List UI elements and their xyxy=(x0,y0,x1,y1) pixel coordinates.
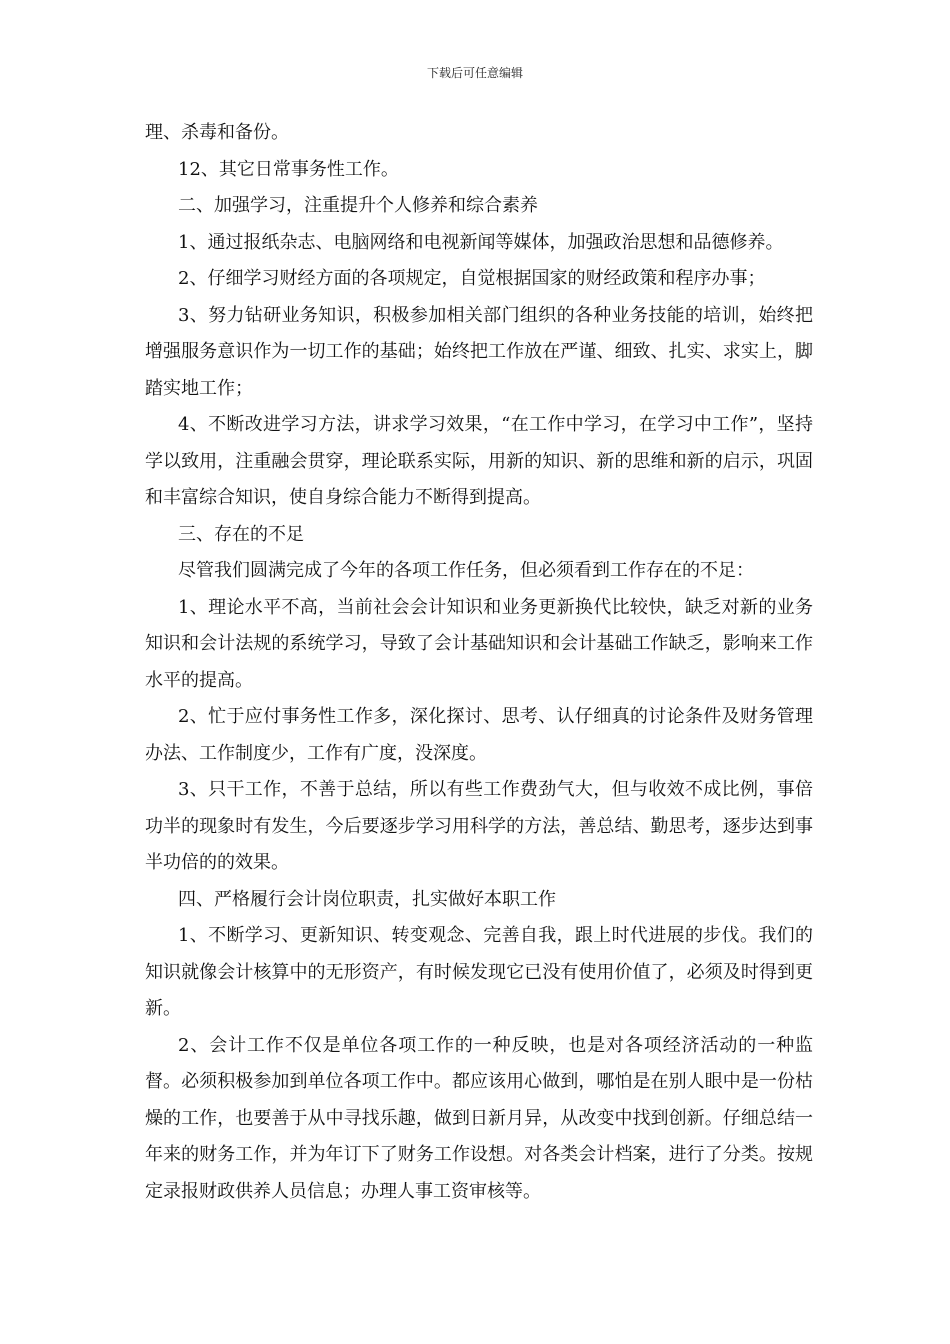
paragraph-1: 理、杀毒和备份。 xyxy=(145,122,289,143)
document-body xyxy=(145,115,813,1210)
paragraph-10: 1、理论水平不高，当前社会会计知识和业务更新换代比较快，缺乏对新的业务知识和会计法规的系统学习，导致了会计基础知识和会计基础工作缺乏，影响来工作水平的提高。 xyxy=(145,596,813,691)
page-header: 下载后可任意编辑 xyxy=(426,66,523,80)
paragraph-6: 3、努力钻研业务知识，积极参加相关部门组织的各种业务技能的培训，始终把增强服务意识作为一切工作的基础；始终把工作放在严谨、细致、扎实、求实上，脚踏实地工作； xyxy=(145,304,813,399)
section-heading-2: 二、加强学习，注重提升个人修养和综合素养 xyxy=(178,195,538,216)
paragraph-5: 2、仔细学习财经方面的各项规定，自觉根据国家的财经政策和程序办事； xyxy=(178,268,766,289)
paragraph-12: 3、只干工作，不善于总结，所以有些工作费劲气大，但与收效不成比例，事倍功半的现象时有发生，今后要逐步学习用科学的方法，善总结、勤思考，逐步达到事半功倍的的效果。 xyxy=(145,779,813,873)
section-heading-3: 三、存在的不足 xyxy=(178,523,304,545)
paragraph-2: 12、其它日常事务性工作。 xyxy=(178,158,399,180)
paragraph-11: 2、忙于应付事务性工作多，深化探讨、思考、认仔细真的讨论条件及财务管理办法、工作制度少，工作有广度，没深度。 xyxy=(145,706,813,764)
paragraph-14: 1、不断学习、更新知识、转变观念、完善自我，跟上时代进展的步伐。我们的知识就像会计核算中的无形资产，有时候发现它已没有使用价值了，必须及时得到更新。 xyxy=(145,925,813,1019)
paragraph-7: 4、不断改进学习方法，讲求学习效果，“在工作中学习，在学习中工作”，坚持学以致用，注重融会贯穿，理论联系实际，用新的知识、新的思维和新的启示，巩固和丰富综合知识，使自身综合能力不断得到提高。 xyxy=(145,414,813,508)
paragraph-9: 尽管我们圆满完成了今年的各项工作任务，但必须看到工作存在的不足： xyxy=(178,560,754,581)
section-heading-4: 四、严格履行会计岗位职责，扎实做好本职工作 xyxy=(178,888,556,910)
paragraph-4: 1、通过报纸杂志、电脑网络和电视新闻等媒体，加强政治思想和品德修养。 xyxy=(178,231,784,253)
paragraph-15: 2、会计工作不仅是单位各项工作的一种反映，也是对各项经济活动的一种监督。必须积极参加到单位各项工作中。都应该用心做到，哪怕是在别人眼中是一份枯燥的工作，也要善于从中寻找乐趣，做到日新月异，从改变中找到创新。仔细总结一年来的财务工作，并为年订下了财务工作设想。对各类会计档案，进行了分类。按规定录报财政供养人员信息；办理人事工资审核等。 xyxy=(145,1034,813,1202)
